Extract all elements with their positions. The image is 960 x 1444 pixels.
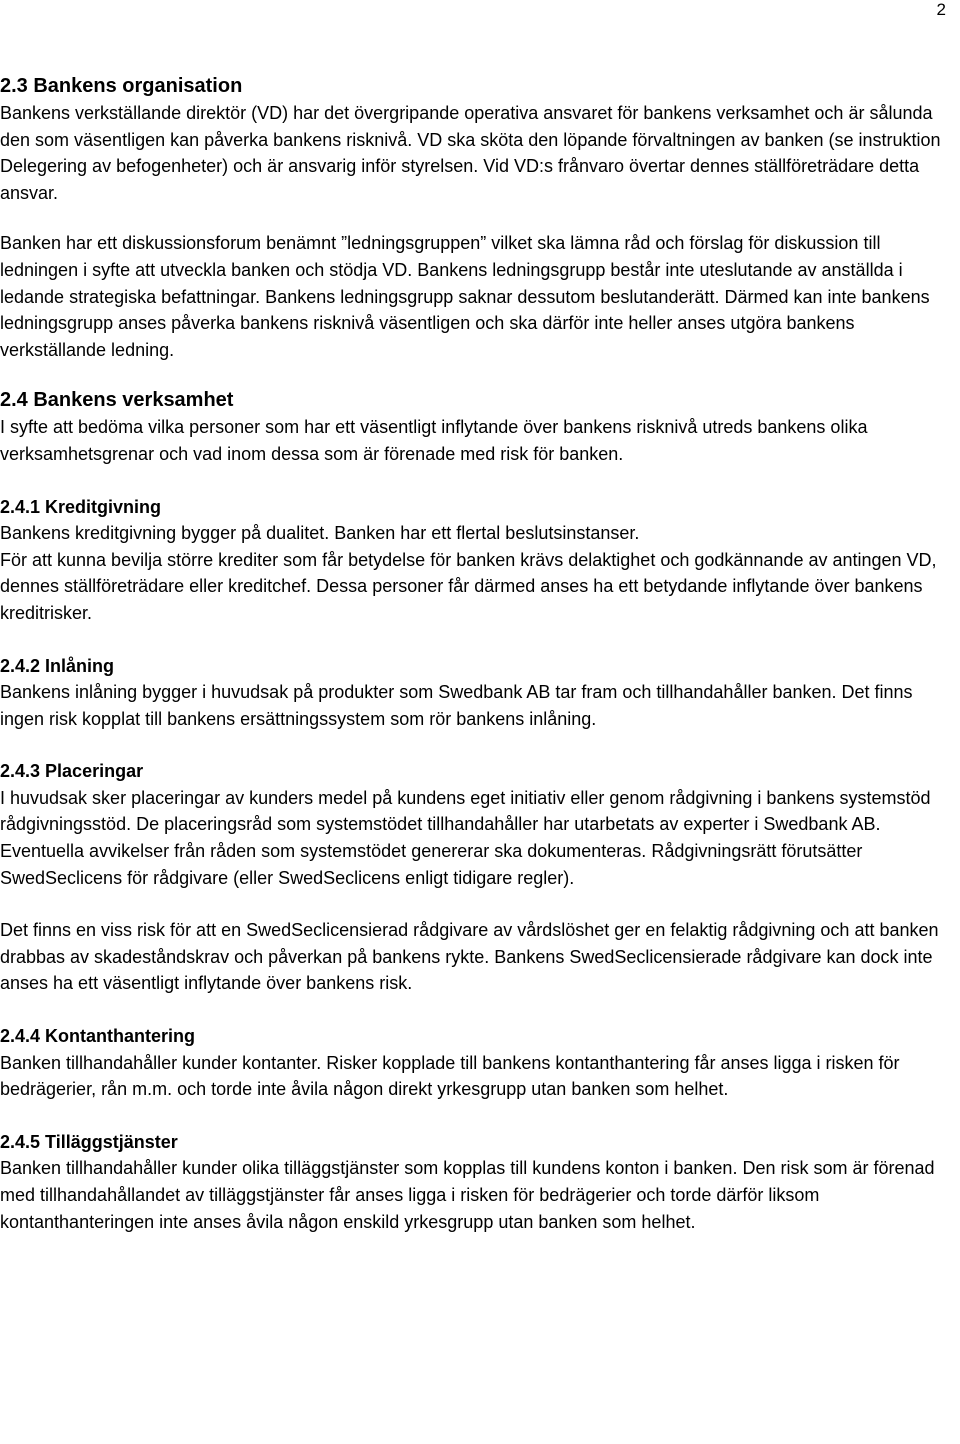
paragraph: För att kunna bevilja större krediter som får betydelse för banken krävs delaktighet och godkännande av antingen VD, dennes ställföreträdare eller kreditchef. Dessa personer får därmed anses ha ett betydande inflytande över bankens kreditrisker. [0, 549, 937, 623]
paragraph: Banken tillhandahåller kunder olika tilläggstjänster som kopplas till kundens konton i banken. Den risk som är förenad med tillhandahållandet av tilläggstjänster får anses ligga i risken för bedrägerier och torde därför liksom kontanthanteringen inte anses åvila någon enskild yrkesgrupp utan banken som helhet. [0, 1158, 935, 1232]
paragraph: Bankens verkställande direktör (VD) har det övergripande operativa ansvaret för bankens verksamhet och är sålunda den som väsentligen kan påverka bankens risknivå. VD ska sköta den löpande förvaltningen av banken (se instruktion Delegering av befogenheter) och är ansvarig inför styrelsen. Vid VD:s frånvaro övertar dennes ställföreträdare detta ansvar. [0, 103, 941, 203]
sub-heading-2-4-2: 2.4.2 Inlåning [0, 655, 115, 676]
sub-heading-2-4-1: 2.4.1 Kreditgivning [0, 496, 162, 517]
sub-heading-2-4-5: 2.4.5 Tilläggstjänster [0, 1131, 178, 1152]
document-body [0, 73, 946, 1235]
sub-heading-2-4-4: 2.4.4 Kontanthantering [0, 1026, 196, 1047]
paragraph: Bankens kreditgivning bygger på dualitet. Banken har ett flertal beslutsinstanser. [0, 523, 640, 544]
section-heading-2-4: 2.4 Bankens verksamhet [0, 389, 234, 412]
section-heading-2-3: 2.3 Bankens organisation [0, 75, 243, 97]
paragraph: Banken har ett diskussionsforum benämnt ”ledningsgruppen” vilket ska lämna råd och förslag för diskussion till ledningen i syfte att utveckla banken och stödja VD. Bankens ledningsgrupp består inte uteslutande av anställda i ledande strategiska befattningar. Bankens ledningsgrupp saknar dessutom beslutanderätt. Därmed kan inte bankens ledningsgrupp anses påverka bankens risknivå väsentligen och ska därför inte heller anses utgöra bankens verkställande ledning. [0, 233, 930, 360]
paragraph: I huvudsak sker placeringar av kunders medel på kundens eget initiativ eller genom rådgivning i bankens systemstöd rådgivningsstöd. De placeringsråd som systemstödet tillhandahåller har utarbetats av experter i Swedbank AB. Eventuella avvikelser från råden som systemstödet genererar ska dokumenteras. Rådgivningsrätt förutsätter SwedSeclicens för rådgivare (eller SwedSeclicens enligt tidigare regler). [0, 787, 931, 888]
sub-heading-2-4-3: 2.4.3 Placeringar [0, 761, 144, 782]
paragraph: Bankens inlåning bygger i huvudsak på produkter som Swedbank AB tar fram och tillhandahåller banken. Det finns ingen risk kopplat till bankens ersättningssystem som rör bankens inlåning. [0, 682, 913, 729]
paragraph: Det finns en viss risk för att en SwedSeclicensierad rådgivare av vårdslöshet ger en felaktig rådgivning och att banken drabbas av skadeståndskrav och påverkan på bankens rykte. Bankens SwedSeclicensierade rådgivare kan dock inte anses ha ett väsentligt inflytande över bankens risk. [0, 920, 939, 994]
paragraph: I syfte att bedöma vilka personer som har ett väsentligt inflytande över bankens risknivå utreds bankens olika verksamhetsgrenar och vad inom dessa som är förenade med risk för banken. [0, 417, 868, 464]
page-number: 2 [936, 0, 946, 19]
paragraph: Banken tillhandahåller kunder kontanter. Risker kopplade till bankens kontanthantering får anses ligga i risken för bedrägerier, rån m.m. och torde inte åvila någon direkt yrkesgrupp utan banken som helhet. [0, 1052, 900, 1100]
